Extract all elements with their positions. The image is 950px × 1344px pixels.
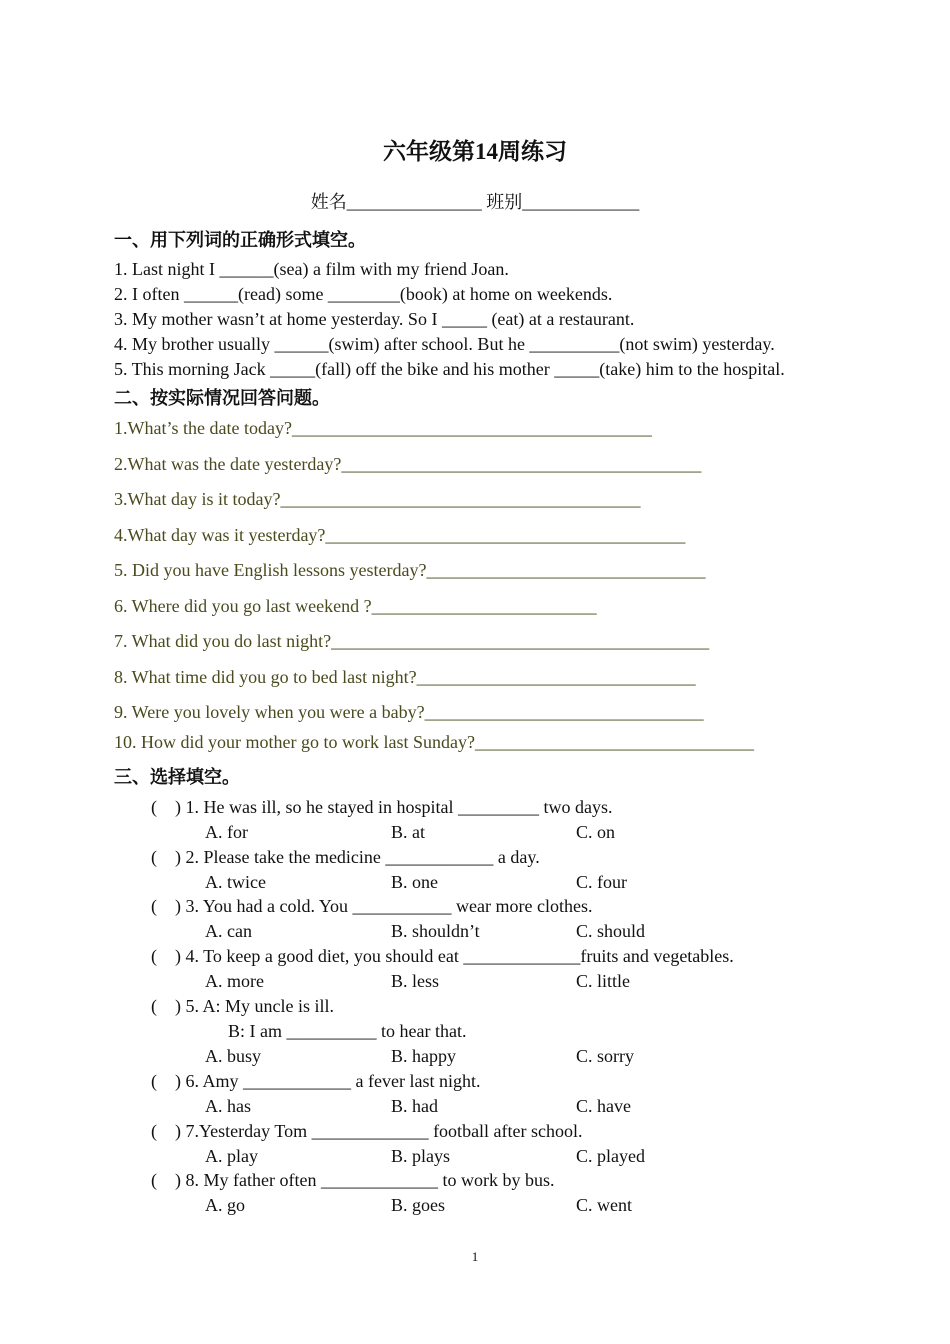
mc-question-5: ( ) 5. A: My uncle is ill.	[151, 996, 334, 1016]
mc-3-option-c: C. should	[576, 921, 646, 941]
fill-item-3: 3. My mother wasn’t at home yesterday. So I _____ (eat) at a restaurant.	[114, 309, 635, 329]
mc-8-option-a: A. go	[205, 1195, 245, 1215]
question-2: 2.What was the date yesterday?________________________________________	[114, 454, 702, 474]
question-4: 4.What day was it yesterday?________________________________________	[114, 525, 686, 545]
mc-8-option-b: B. goes	[391, 1195, 445, 1215]
fill-item-5: 5. This morning Jack _____(fall) off the bike and his mother _____(take) him to the hospital.	[114, 359, 785, 379]
section2-heading: 二、按实际情况回答问题。	[114, 388, 330, 409]
mc-1-option-b: B. at	[391, 822, 425, 842]
question-5: 5. Did you have English lessons yesterday?_______________________________	[114, 560, 706, 580]
mc-5-option-a: A. busy	[205, 1046, 262, 1066]
mc-4-option-b: B. less	[391, 971, 440, 991]
mc-3-option-a: A. can	[205, 921, 252, 941]
mc-6-option-c: C. have	[576, 1096, 631, 1116]
section1-heading: 一、用下列词的正确形式填空。	[114, 230, 366, 251]
mc-6-option-a: A. has	[205, 1096, 251, 1116]
mc-5-option-b: B. happy	[391, 1046, 456, 1066]
mc-question-7: ( ) 7.Yesterday Tom _____________ football after school.	[151, 1121, 583, 1141]
question-9: 9. Were you lovely when you were a baby?_______________________________	[114, 702, 704, 722]
fill-item-4: 4. My brother usually ______(swim) after school. But he __________(not swim) yesterday.	[114, 334, 775, 354]
mc-question-2: ( ) 2. Please take the medicine ____________ a day.	[151, 847, 540, 867]
question-6: 6. Where did you go last weekend ?_________________________	[114, 596, 597, 616]
section3-heading: 三、选择填空。	[114, 767, 240, 788]
question-8: 8. What time did you go to bed last night?_______________________________	[114, 667, 696, 687]
fill-item-2: 2. I often ______(read) some ________(book) at home on weekends.	[114, 284, 613, 304]
name-class-line: 姓名_______________ 班别_____________	[310, 192, 640, 212]
mc-5-option-c: C. sorry	[576, 1046, 634, 1066]
question-7: 7. What did you do last night?__________________________________________	[114, 631, 710, 651]
mc-4-option-c: C. little	[576, 971, 630, 991]
mc-8-option-c: C. went	[576, 1195, 632, 1215]
mc-1-option-c: C. on	[576, 822, 616, 842]
mc-question-8: ( ) 8. My father often _____________ to work by bus.	[151, 1170, 555, 1190]
mc-question-4: ( ) 4. To keep a good diet, you should eat _____________fruits and vegetables.	[151, 946, 734, 966]
mc-question-3: ( ) 3. You had a cold. You ___________ wear more clothes.	[151, 896, 593, 916]
mc-7-option-a: A. play	[205, 1146, 258, 1166]
mc-2-option-b: B. one	[391, 872, 438, 892]
mc-4-option-a: A. more	[205, 971, 264, 991]
mc-question-1: ( ) 1. He was ill, so he stayed in hospital _________ two days.	[151, 797, 613, 817]
mc-7-option-c: C. played	[576, 1146, 645, 1166]
mc-2-option-a: A. twice	[205, 872, 266, 892]
question-3: 3.What day is it today?________________________________________	[114, 489, 641, 509]
question-10: 10. How did your mother go to work last Sunday?_______________________________	[114, 732, 754, 752]
mc-question-6: ( ) 6. Amy ____________ a fever last night.	[151, 1071, 481, 1091]
mc-2-option-c: C. four	[576, 872, 627, 892]
mc-3-option-b: B. shouldn’t	[391, 921, 480, 941]
page-number: 1	[471, 1249, 479, 1264]
mc-1-option-a: A. for	[205, 822, 248, 842]
question-1: 1.What’s the date today?________________________________________	[114, 418, 652, 438]
mc-6-option-b: B. had	[391, 1096, 438, 1116]
mc-5-dialogue-b: B: I am __________ to hear that.	[228, 1021, 467, 1041]
page-title: 六年级第14周练习	[383, 139, 567, 164]
fill-item-1: 1. Last night I ______(sea) a film with my friend Joan.	[114, 259, 509, 279]
mc-7-option-b: B. plays	[391, 1146, 451, 1166]
